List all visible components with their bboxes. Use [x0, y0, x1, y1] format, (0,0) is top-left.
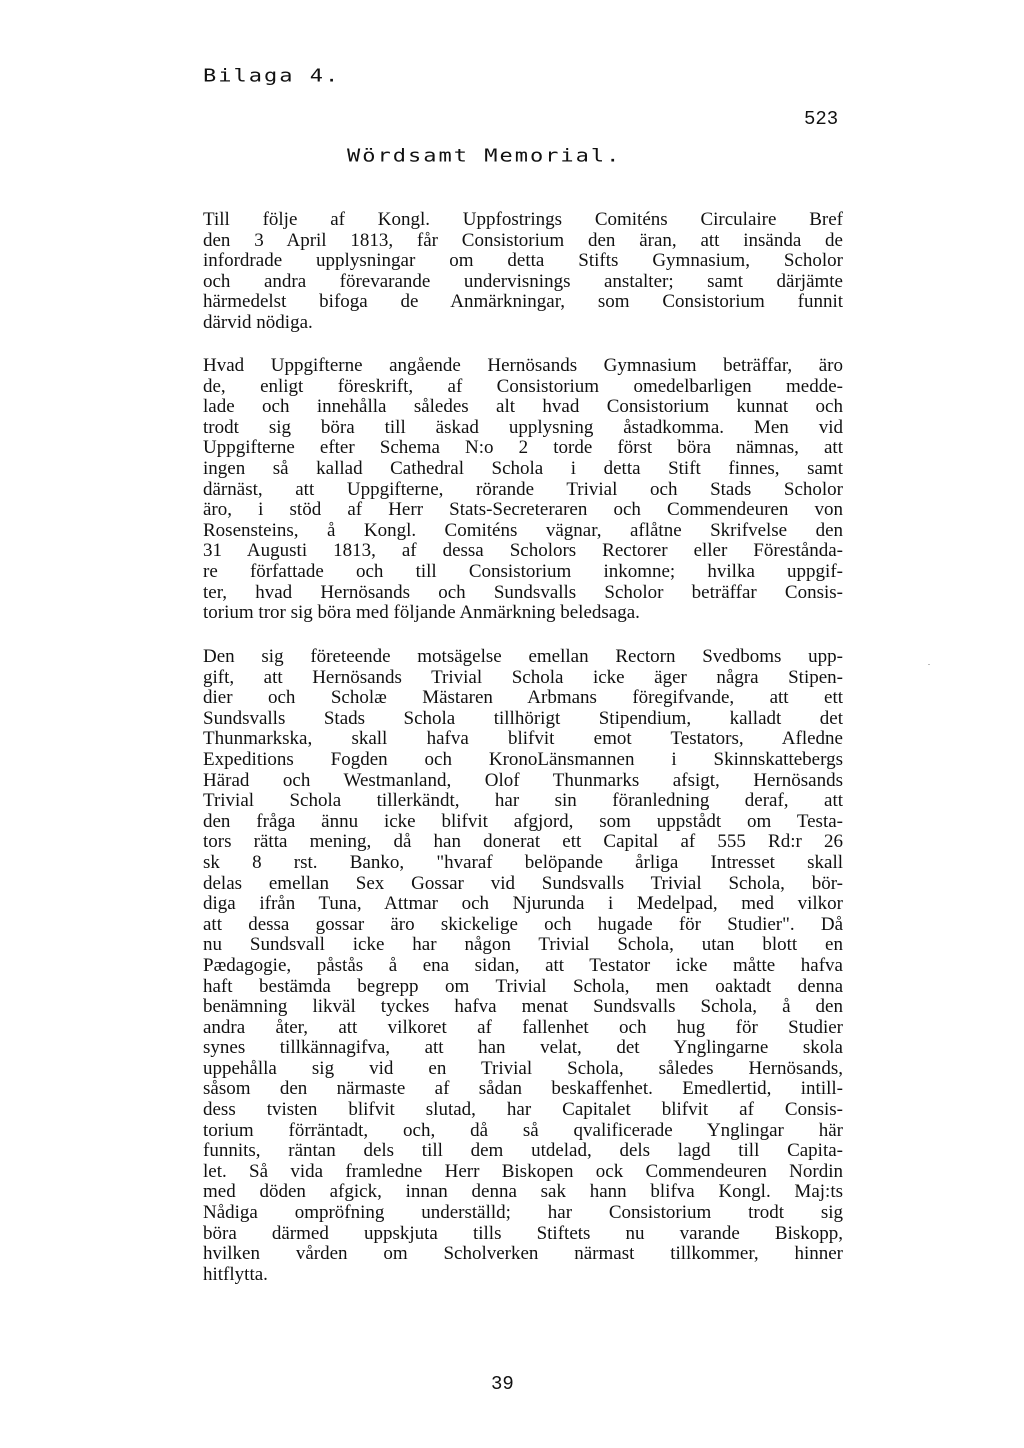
page-number-bottom: 39 [491, 1373, 514, 1395]
appendix-label: Bilaga 4. [203, 66, 341, 87]
text-line: ingen så kallad Cathedral Schola i detta Stift finnes, samt [203, 457, 843, 479]
text-line: Trivial Schola tillerkändt, har sin föranledning deraf, att [203, 790, 843, 812]
text-line: Nådiga ompröfning underställd; har Consistorium trodt sig [203, 1202, 843, 1224]
text-line: delas emellan Sex Gossar vid Sundsvalls Trivial Schola, bör- [203, 872, 843, 894]
text-line: nu Sundsvall icke har någon Trivial Schola, utan blott en [203, 934, 843, 956]
text-line: Sundsvalls Stads Schola tillhörigt Stipendium, kalladt det [203, 707, 843, 729]
text-line: gift, att Hernösands Trivial Schola icke äger några Stipen- [203, 666, 843, 688]
text-line: lade och innehålla således alt hvad Consistorium kunnat och [203, 396, 843, 418]
text-line: och andra förevarande undervisnings anstalter; samt därjämte [203, 270, 843, 292]
text-line: haft bestämda begrepp om Trivial Schola, men oaktadt denna [203, 975, 843, 997]
text-line: Till följe af Kongl. Uppfostrings Comiténs Circulaire Bref [203, 209, 843, 230]
text-line: att dessa gossar äro skickelige och hugade för Studier". Då [203, 913, 843, 935]
text-line: böra därmed uppskjuta tills Stiftets nu varande Biskopp, [203, 1222, 843, 1244]
text-line: tors rätta mening, då han donerat ett Capital af 555 Rd:r 26 [203, 831, 843, 853]
text-line: de, enligt föreskrift, af Consistorium omedelbarligen medde- [203, 375, 843, 397]
text-line: med döden afgick, innan denna sak hann blifva Kongl. Maj:ts [203, 1181, 843, 1203]
text-line: sk 8 rst. Banko, "hvaraf belöpande årliga Intresset skall [203, 851, 843, 873]
text-line: andra åter, att vilkoret af fallenhet och hug för Studier [203, 1016, 843, 1038]
paragraph-2 [203, 356, 843, 624]
text-line: Pædagogie, påstås å ena sidan, att Testator icke måtte hafva [203, 954, 843, 976]
text-line: uppehålla sig vid en Trivial Schola, således Hernösands, [203, 1057, 843, 1079]
text-line: torium förräntadt, och, då så qvalificerade Ynglingar här [203, 1119, 843, 1141]
text-line: Rosensteins, å Kongl. Comiténs vägnar, aflåtne Skrifvelse den [203, 519, 843, 541]
text-line: re författade och till Consistorium inkomne; hvilka uppgif- [203, 560, 843, 582]
text-line: ter, hvad Hernösands och Sundsvalls Scholor beträffar Consis- [203, 581, 843, 603]
text-line: därnäst, att Uppgifterne, rörande Trivial och Stads Scholor [203, 478, 843, 500]
text-line: funnits, räntan dels till dem utdelad, dels lagd till Capita- [203, 1140, 843, 1162]
page-number-top: 523 [804, 108, 839, 130]
text-line: Hvad Uppgifterne angående Hernösands Gymnasium beträffar, äro [203, 355, 843, 376]
text-line: härmedelst bifoga de Anmärkningar, som Consistorium funnit [203, 291, 843, 313]
text-line: let. Så vida framledne Herr Biskopen ock Commendeuren Nordin [203, 1160, 843, 1182]
text-line: Thunmarkska, skall hafva blifvit emot Testators, Afledne [203, 728, 843, 750]
text-line: diga ifrån Tuna, Attmar och Njurunda i Medelpad, med vilkor [203, 893, 843, 915]
text-line: synes tillkännagifva, att han velat, det Ynglingarne skola [203, 1037, 843, 1059]
text-line: trodt sig böra till äskad upplysning åstadkomma. Men vid [203, 416, 843, 438]
text-line: Den sig företeende motsägelse emellan Rectorn Svedboms upp- [203, 646, 843, 667]
text-line: såsom den närmaste af sådan beskaffenhet. Emedlertid, intill- [203, 1078, 843, 1100]
text-line: den fråga ännu icke blifvit afgjord, som uppstådt om Testa- [203, 810, 843, 832]
text-line: den 3 April 1813, får Consistorium den äran, att insända de [203, 229, 843, 251]
text-line: hvilken vården om Scholverken närmast tillkommer, hinner [203, 1243, 843, 1265]
text-line: infordrade upplysningar om detta Stifts Gymnasium, Scholor [203, 250, 843, 272]
text-line: benämning likväl tyckes hafva menat Sundsvalls Schola, å den [203, 996, 843, 1018]
paragraph-1 [203, 210, 843, 334]
text-line: 31 Augusti 1813, af dessa Scholors Rectorer eller Förestånda- [203, 540, 843, 562]
text-line: äro, i stöd af Herr Stats-Secreteraren och Commendeuren von [203, 499, 843, 521]
text-line: dier och Scholæ Mästaren Arbmans föregifvande, att ett [203, 687, 843, 709]
text-line: torium tror sig böra med följande Anmärkning beledsaga. [203, 602, 640, 624]
paragraph-3 [203, 647, 843, 1285]
text-line: Expeditions Fogden och KronoLänsmannen i Skinnskattebergs [203, 748, 843, 770]
text-line: hitflytta. [203, 1263, 268, 1285]
speck-mark [928, 664, 930, 665]
text-line: därvid nödiga. [203, 311, 313, 333]
text-line: dess tvisten blifvit slutad, har Capitalet blifvit af Consis- [203, 1099, 843, 1121]
text-line: Uppgifterne efter Schema N:o 2 torde först böra nämnas, att [203, 437, 843, 459]
document-title: Wördsamt Memorial. [347, 146, 622, 167]
text-line: Härad och Westmanland, Olof Thunmarks afsigt, Hernösands [203, 769, 843, 791]
